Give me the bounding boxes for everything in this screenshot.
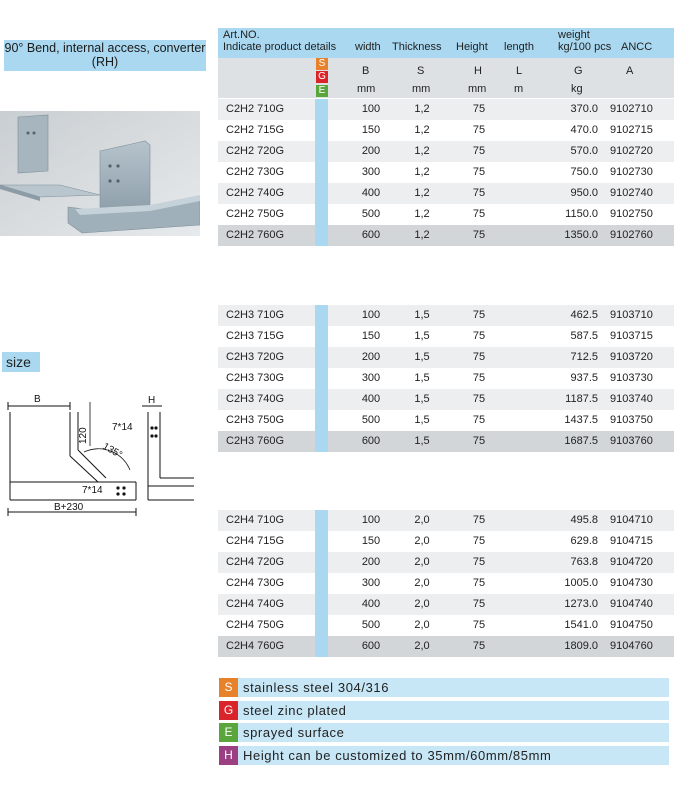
letter-h: H <box>474 65 482 77</box>
thickness-cell: 2,0 <box>414 514 430 526</box>
thickness-cell: 2,0 <box>414 598 430 610</box>
table-row <box>218 326 674 347</box>
height-cell: 75 <box>472 619 486 631</box>
header-art-no: Art.NO. <box>223 29 260 41</box>
art-no-cell: C2H4 750G <box>226 619 285 631</box>
weight-cell: 712.5 <box>570 351 598 363</box>
ancc-cell: 9102740 <box>610 187 653 199</box>
dim-base: B+230 <box>54 502 84 513</box>
ancc-cell: 9104720 <box>610 556 653 568</box>
legend-text-g: steel zinc plated <box>243 703 347 718</box>
ancc-cell: 9103760 <box>610 435 653 447</box>
ancc-cell: 9104760 <box>610 640 653 652</box>
table-header <box>218 28 674 98</box>
unit-s: mm <box>412 83 431 95</box>
weight-cell: 1437.5 <box>564 414 598 426</box>
thickness-cell: 1,5 <box>414 393 430 405</box>
height-cell: 75 <box>472 640 486 652</box>
width-cell: 100 <box>361 103 381 115</box>
table-row <box>218 204 674 225</box>
width-cell: 200 <box>361 145 381 157</box>
finish-column-strip <box>315 510 328 657</box>
height-cell: 75 <box>472 514 486 526</box>
height-cell: 75 <box>472 124 486 136</box>
ancc-cell: 9104750 <box>610 619 653 631</box>
height-cell: 75 <box>472 187 486 199</box>
width-cell: 300 <box>361 577 381 589</box>
ancc-cell: 9104740 <box>610 598 653 610</box>
art-no-cell: C2H2 740G <box>226 187 285 199</box>
weight-cell: 1005.0 <box>564 577 598 589</box>
height-cell: 75 <box>472 393 486 405</box>
art-no-cell: C2H2 730G <box>226 166 285 178</box>
art-no-cell: C2H4 715G <box>226 535 285 547</box>
thickness-cell: 2,0 <box>414 535 430 547</box>
thickness-cell: 1,2 <box>414 124 430 136</box>
height-cell: 75 <box>472 208 486 220</box>
table-row <box>218 99 674 120</box>
legend-sprayed <box>219 723 669 742</box>
table-row <box>218 183 674 204</box>
unit-h: mm <box>468 83 487 95</box>
width-cell: 100 <box>361 309 381 321</box>
thickness-cell: 1,2 <box>414 229 430 241</box>
table-row <box>218 141 674 162</box>
width-cell: 300 <box>361 372 381 384</box>
weight-cell: 950.0 <box>570 187 598 199</box>
legend-stainless <box>219 678 669 697</box>
ancc-cell: 9102760 <box>610 229 653 241</box>
ancc-cell: 9103715 <box>610 330 653 342</box>
width-cell: 400 <box>361 187 381 199</box>
thickness-cell: 2,0 <box>414 577 430 589</box>
dim-b: B <box>34 394 41 405</box>
width-cell: 600 <box>361 640 381 652</box>
height-cell: 75 <box>472 598 486 610</box>
art-no-cell: C2H3 720G <box>226 351 285 363</box>
product-title: 90° Bend, internal access, converter (RH) <box>4 41 206 69</box>
thickness-cell: 1,5 <box>414 435 430 447</box>
height-cell: 75 <box>472 229 486 241</box>
table-row <box>218 510 674 531</box>
weight-cell: 937.5 <box>570 372 598 384</box>
table-row <box>218 594 674 615</box>
weight-cell: 370.0 <box>570 103 598 115</box>
height-cell: 75 <box>472 556 486 568</box>
ancc-cell: 9103730 <box>610 372 653 384</box>
width-cell: 150 <box>361 124 381 136</box>
letter-a: A <box>626 65 634 77</box>
ancc-cell: 9102720 <box>610 145 653 157</box>
header-weight-unit: kg/100 pcs <box>558 41 612 53</box>
height-cell: 75 <box>472 435 486 447</box>
unit-b: mm <box>357 83 376 95</box>
height-cell: 75 <box>472 103 486 115</box>
art-no-cell: C2H2 750G <box>226 208 285 220</box>
thickness-cell: 1,2 <box>414 103 430 115</box>
weight-cell: 587.5 <box>570 330 598 342</box>
table-row <box>218 120 674 141</box>
art-no-cell: C2H3 740G <box>226 393 285 405</box>
legend-height <box>219 746 669 765</box>
letter-g: G <box>574 65 583 77</box>
height-cell: 75 <box>472 577 486 589</box>
width-cell: 500 <box>361 208 381 220</box>
header-height: Height <box>456 41 488 53</box>
dim-h: H <box>148 395 156 406</box>
finish-column-strip <box>315 305 328 452</box>
height-cell: 75 <box>472 351 486 363</box>
weight-cell: 1150.0 <box>565 208 598 220</box>
art-no-cell: C2H2 760G <box>226 229 285 241</box>
weight-cell: 763.8 <box>570 556 598 568</box>
height-cell: 75 <box>472 166 486 178</box>
width-cell: 600 <box>361 435 381 447</box>
width-cell: 150 <box>361 535 381 547</box>
weight-cell: 470.0 <box>570 124 598 136</box>
unit-l: m <box>514 83 524 95</box>
legend-key-g: G <box>219 701 238 720</box>
table-row <box>218 162 674 183</box>
header-indicate: Indicate product details <box>223 41 337 53</box>
art-no-cell: C2H4 740G <box>226 598 285 610</box>
ancc-cell: 9102715 <box>610 124 653 136</box>
table-row <box>218 573 674 594</box>
table-group-2 <box>218 305 674 452</box>
width-cell: 200 <box>361 351 381 363</box>
art-no-cell: C2H2 720G <box>226 145 285 157</box>
width-cell: 150 <box>361 330 381 342</box>
weight-cell: 462.5 <box>570 309 598 321</box>
ancc-cell: 9103740 <box>610 393 653 405</box>
thickness-cell: 1,5 <box>414 309 430 321</box>
sge-g-badge: G <box>316 71 328 83</box>
table-row <box>218 552 674 573</box>
weight-cell: 750.0 <box>570 166 598 178</box>
height-cell: 75 <box>472 535 486 547</box>
thickness-cell: 1,5 <box>414 414 430 426</box>
art-no-cell: C2H4 710G <box>226 514 285 526</box>
finish-column-strip <box>315 99 328 246</box>
table-row <box>218 389 674 410</box>
weight-cell: 1809.0 <box>564 640 598 652</box>
legend-text-h: Height can be customized to 35mm/60mm/85mm <box>243 748 552 763</box>
art-no-cell: C2H3 760G <box>226 435 285 447</box>
thickness-cell: 1,5 <box>414 351 430 363</box>
thickness-cell: 2,0 <box>414 619 430 631</box>
table-row <box>218 636 674 657</box>
width-cell: 300 <box>361 166 381 178</box>
legend-key-s: S <box>219 678 238 697</box>
thickness-cell: 1,5 <box>414 330 430 342</box>
table-row <box>218 368 674 389</box>
art-no-cell: C2H3 750G <box>226 414 285 426</box>
weight-cell: 1541.0 <box>564 619 598 631</box>
table-row <box>218 531 674 552</box>
hole-dim-lower: 7*14 <box>82 485 103 496</box>
weight-cell: 1687.5 <box>564 435 598 447</box>
ancc-cell: 9103750 <box>610 414 653 426</box>
thickness-cell: 2,0 <box>414 640 430 652</box>
thickness-cell: 1,2 <box>414 208 430 220</box>
size-label: size <box>2 352 40 372</box>
header-width: width <box>355 41 381 53</box>
thickness-cell: 1,2 <box>414 145 430 157</box>
weight-cell: 1350.0 <box>564 229 598 241</box>
table-group-1 <box>218 99 674 246</box>
width-cell: 200 <box>361 556 381 568</box>
unit-g: kg <box>571 83 583 95</box>
table-row <box>218 431 674 452</box>
legend-key-e: E <box>219 723 238 742</box>
width-cell: 100 <box>361 514 381 526</box>
angle-label: 135° <box>100 441 124 461</box>
art-no-cell: C2H2 715G <box>226 124 285 136</box>
header-ancc: ANCC <box>621 41 653 53</box>
thickness-cell: 1,2 <box>414 187 430 199</box>
weight-cell: 495.8 <box>570 514 598 526</box>
width-cell: 600 <box>361 229 381 241</box>
ancc-cell: 9102710 <box>610 103 653 115</box>
dimension-drawing <box>2 390 202 520</box>
weight-cell: 1187.5 <box>565 393 598 405</box>
art-no-cell: C2H4 720G <box>226 556 285 568</box>
letter-s: S <box>417 65 425 77</box>
table-row <box>218 305 674 326</box>
ancc-cell: 9102750 <box>610 208 653 220</box>
dim-120: 120 <box>78 427 89 444</box>
art-no-cell: C2H3 715G <box>226 330 285 342</box>
table-group-3 <box>218 510 674 657</box>
thickness-cell: 2,0 <box>414 556 430 568</box>
weight-cell: 570.0 <box>570 145 598 157</box>
height-cell: 75 <box>472 372 486 384</box>
width-cell: 400 <box>361 598 381 610</box>
letter-l: L <box>516 65 523 77</box>
width-cell: 500 <box>361 619 381 631</box>
hole-dim-upper: 7*14 <box>112 422 133 433</box>
art-no-cell: C2H3 710G <box>226 309 285 321</box>
ancc-cell: 9104730 <box>610 577 653 589</box>
art-no-cell: C2H3 730G <box>226 372 285 384</box>
header-weight: weight <box>558 29 590 41</box>
product-photo <box>0 111 200 236</box>
width-cell: 400 <box>361 393 381 405</box>
ancc-cell: 9102730 <box>610 166 653 178</box>
art-no-cell: C2H2 710G <box>226 103 285 115</box>
header-length: length <box>504 41 534 53</box>
ancc-cell: 9104715 <box>610 535 653 547</box>
sge-e-badge: E <box>316 85 328 97</box>
thickness-cell: 1,2 <box>414 166 430 178</box>
weight-cell: 629.8 <box>570 535 598 547</box>
letter-b: B <box>362 65 370 77</box>
legend-text-s: stainless steel 304/316 <box>243 680 390 695</box>
height-cell: 75 <box>472 414 486 426</box>
legend-zinc <box>219 701 669 720</box>
table-row <box>218 615 674 636</box>
table-row <box>218 410 674 431</box>
art-no-cell: C2H4 730G <box>226 577 285 589</box>
thickness-cell: 1,5 <box>414 372 430 384</box>
legend-key-h: H <box>219 746 238 765</box>
height-cell: 75 <box>472 145 486 157</box>
legend-text-e: sprayed surface <box>243 725 345 740</box>
ancc-cell: 9103710 <box>610 309 653 321</box>
height-cell: 75 <box>472 309 486 321</box>
width-cell: 500 <box>361 414 381 426</box>
ancc-cell: 9104710 <box>610 514 653 526</box>
art-no-cell: C2H4 760G <box>226 640 285 652</box>
header-thickness: Thickness <box>392 41 442 53</box>
height-cell: 75 <box>472 330 486 342</box>
ancc-cell: 9103720 <box>610 351 653 363</box>
weight-cell: 1273.0 <box>564 598 598 610</box>
table-row <box>218 347 674 368</box>
sge-s-badge: S <box>316 58 328 70</box>
table-row <box>218 225 674 246</box>
